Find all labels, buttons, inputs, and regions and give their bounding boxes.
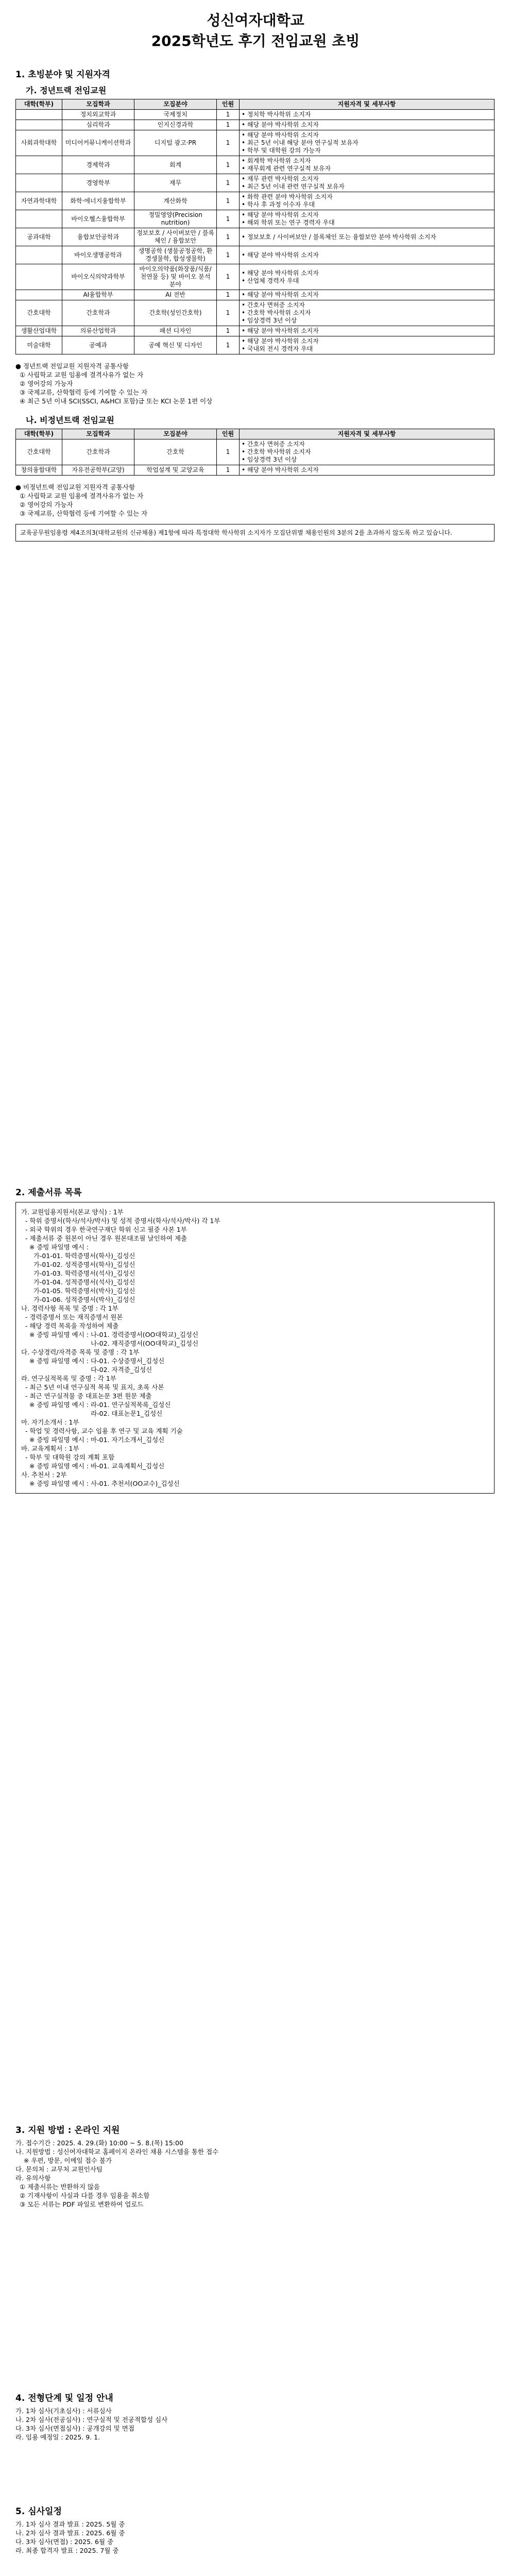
table-cell-dept: 바이오헬스융합학부 bbox=[62, 210, 134, 228]
table-cell-n: 1 bbox=[217, 336, 240, 354]
table-cell-field: 재무 bbox=[134, 174, 217, 192]
list-item: ① 사립학교 교원 임용에 결격사유가 없는 자 bbox=[15, 371, 144, 379]
list-item: ③ 국제교류, 산학협력 등에 기여할 수 있는 자 bbox=[15, 388, 148, 396]
list-item: 사. 추천서 : 2부 bbox=[21, 1471, 67, 1479]
table-cell-dept: 공예과 bbox=[62, 336, 134, 354]
table-header-cell: 모집학과 bbox=[62, 99, 134, 110]
table-cell-field: 생명공학 (생물공정공학, 환경생물학, 합성생물학) bbox=[134, 246, 217, 264]
table-header-cell: 지원자격 및 세부사항 bbox=[240, 429, 495, 439]
list-item: 가-01-04. 성적증명서(석사)_김성신 bbox=[21, 1278, 135, 1286]
list-item: 가-01-06. 성적증명서(박사)_김성신 bbox=[21, 1296, 135, 1303]
table-cell-n: 1 bbox=[217, 156, 240, 174]
schedule-list bbox=[15, 2520, 495, 2555]
table-cell-field: 국제정치 bbox=[134, 110, 217, 120]
list-item: 나. 경력사항 목록 및 증명 : 각 1부 bbox=[21, 1304, 118, 1312]
table-cell-college: 생활산업대학 bbox=[16, 326, 62, 336]
list-item: 마. 자기소개서 : 1부 bbox=[21, 1418, 79, 1426]
table-cell-n: 1 bbox=[217, 228, 240, 246]
list-item: - 해당 경력 목록을 작성하여 제출 bbox=[21, 1322, 119, 1330]
table-row bbox=[16, 246, 495, 264]
table-cell-college: 공과대학 bbox=[16, 228, 62, 246]
table-cell-n: 1 bbox=[217, 110, 240, 120]
list-item: ● 비정년트랙 전임교원 지원자격 공통사항 bbox=[15, 483, 135, 491]
list-item: 다. 문의처 : 교무처 교원인사팀 bbox=[15, 2165, 103, 2173]
page-title: 성신여자대학교 bbox=[207, 12, 304, 29]
table-cell-n: 1 bbox=[217, 439, 240, 465]
table-cell-n: 1 bbox=[217, 326, 240, 336]
list-item: ① 사립학교 교원 임용에 결격사유가 없는 자 bbox=[15, 492, 144, 500]
list-item: ③ 국제교류, 산학협력 등에 기여할 수 있는 자 bbox=[15, 510, 148, 517]
table-header-cell: 모집분야 bbox=[134, 99, 217, 110]
table-row bbox=[16, 228, 495, 246]
list-item: - 경력증명서 또는 재직증명서 원본 bbox=[21, 1313, 123, 1321]
table-cell-req: • 정치학 박사학위 소지자 bbox=[240, 110, 495, 120]
list-item: ※ 증빙 파일명 예시 : 사-01. 추천서(OO교수)_김성신 bbox=[21, 1480, 180, 1487]
section-1a-heading: 가. 정년트랙 전임교원 bbox=[26, 86, 107, 95]
list-item: 라. 임용 예정일 : 2025. 9. 1. bbox=[15, 2433, 100, 2441]
section-3-heading: 3. 지원 방법 : 온라인 지원 bbox=[15, 2125, 120, 2136]
table-cell-req: • 해당 분야 박사학위 소지자 • 최근 5년 이내 해당 분야 연구실적 보유자 • 학부 및 대학원 강의 가능자 bbox=[240, 130, 495, 156]
application-method-list bbox=[15, 2139, 495, 2209]
table-cell-college: 창의융합대학 bbox=[16, 465, 62, 476]
table-cell-n: 1 bbox=[217, 300, 240, 326]
section-1 bbox=[15, 67, 495, 541]
table-cell-n: 1 bbox=[217, 130, 240, 156]
table-cell-req: • 화학 관련 분야 박사학위 소지자 • 학사 후 과정 이수자 우대 bbox=[240, 192, 495, 210]
table-row bbox=[16, 174, 495, 192]
table-cell-req: • 해당 분야 박사학위 소지자 bbox=[240, 246, 495, 264]
section-2-heading: 2. 제출서류 목록 bbox=[15, 1188, 82, 1198]
list-item: - 학업 및 경력사항, 교수 임용 후 연구 및 교육 계획 기술 bbox=[21, 1427, 183, 1435]
tenure-track-table bbox=[15, 99, 495, 354]
list-item: ② 기재사항이 사실과 다를 경우 임용을 취소함 bbox=[15, 2192, 150, 2199]
list-item: 가-01-03. 학력증명서(석사)_김성신 bbox=[21, 1269, 135, 1277]
table-header-cell: 인원 bbox=[217, 429, 240, 439]
table-cell-college bbox=[16, 110, 62, 120]
list-item: 나. 2차 심사 결과 발표 : 2025. 6월 중 bbox=[15, 2529, 125, 2537]
table-cell-req: • 해당 분야 박사학위 소지자 • 국내외 전시 경력자 우대 bbox=[240, 336, 495, 354]
table-cell-dept: 미디어커뮤니케이션학과 bbox=[62, 130, 134, 156]
list-item: - 제출서류 중 원본이 아닌 경우 원본대조필 날인하여 제출 bbox=[21, 1234, 187, 1242]
table-cell-field: 인지신경과학 bbox=[134, 120, 217, 130]
list-item: ※ 증빙 파일명 예시 : bbox=[21, 1243, 89, 1251]
table-cell-req: • 해당 분야 박사학위 소지자 bbox=[240, 120, 495, 130]
list-item: 가-01-05. 학력증명서(박사)_김성신 bbox=[21, 1287, 135, 1295]
list-item: ② 영어강의 가능자 bbox=[15, 380, 73, 387]
table-cell-req: • 간호사 면허증 소지자 • 간호학 박사학위 소지자 • 임상경력 3년 이상 bbox=[240, 300, 495, 326]
table-cell-college bbox=[16, 210, 62, 228]
non-tenure-track-notes bbox=[15, 483, 495, 518]
list-item: - 최근 연구실적물 중 대표논문 3편 원문 제출 bbox=[21, 1392, 152, 1400]
table-cell-field: 패션 디자인 bbox=[134, 326, 217, 336]
table-row bbox=[16, 192, 495, 210]
table-cell-dept: 화학·에너지융합학부 bbox=[62, 192, 134, 210]
table-cell-college bbox=[16, 264, 62, 290]
table-row bbox=[16, 264, 495, 290]
table-cell-field: 디지털 광고·PR bbox=[134, 130, 217, 156]
table-header-cell: 대학(학부) bbox=[16, 99, 62, 110]
table-cell-field: 회계 bbox=[134, 156, 217, 174]
list-item: - 학위 증명서(학사/석사/박사) 및 성적 증명서(학사/석사/박사) 각 1부 bbox=[21, 1217, 220, 1225]
list-item: ④ 최근 5년 이내 SCI(SSCI, A&HCI 포함)급 또는 KCI 논문 1편 이상 bbox=[15, 397, 213, 405]
screening-steps-list bbox=[15, 2406, 495, 2442]
list-item: 나. 지원방법 : 성신여자대학교 홈페이지 온라인 채용 시스템을 통한 접수 bbox=[15, 2148, 219, 2156]
table-cell-dept: 의류산업학과 bbox=[62, 326, 134, 336]
list-item: ※ 증빙 파일명 예시 : 나-01. 경력증명서(OO대학교)_김성신 bbox=[21, 1331, 198, 1338]
table-cell-dept: 정치외교학과 bbox=[62, 110, 134, 120]
table-cell-n: 1 bbox=[217, 290, 240, 300]
table-cell-req: • 해당 분야 박사학위 소지자 • 해외 학위 또는 연구 경력자 우대 bbox=[240, 210, 495, 228]
table-cell-dept: 바이오식의약과학부 bbox=[62, 264, 134, 290]
list-item: ① 제출서류는 반환하지 않음 bbox=[15, 2183, 100, 2191]
table-cell-college bbox=[16, 290, 62, 300]
table-cell-college: 간호대학 bbox=[16, 300, 62, 326]
list-item: ※ 증빙 파일명 예시 : 바-01. 교육계획서_김성신 bbox=[21, 1462, 165, 1470]
table-cell-n: 1 bbox=[217, 120, 240, 130]
list-item: 가. 1차 심사 결과 발표 : 2025. 5월 중 bbox=[15, 2520, 125, 2528]
list-item: ③ 모든 서류는 PDF 파일로 변환하여 업로드 bbox=[15, 2200, 144, 2208]
table-cell-dept: 간호학과 bbox=[62, 439, 134, 465]
section-3 bbox=[15, 2123, 495, 2209]
table-row bbox=[16, 110, 495, 120]
table-cell-req: • 재무 관련 박사학위 소지자 • 최근 5년 이내 관련 연구실적 보유자 bbox=[240, 174, 495, 192]
table-cell-college: 자연과학대학 bbox=[16, 192, 62, 210]
table-cell-college bbox=[16, 246, 62, 264]
table-cell-college bbox=[16, 156, 62, 174]
list-item: 가. 접수기간 : 2025. 4. 29.(화) 10:00 ~ 5. 8.(목) 15:00 bbox=[15, 2139, 183, 2147]
table-cell-field: 간호학(성인간호학) bbox=[134, 300, 217, 326]
table-row bbox=[16, 210, 495, 228]
section-2 bbox=[15, 1185, 495, 1494]
table-cell-field: AI 전반 bbox=[134, 290, 217, 300]
table-cell-dept: 심리학과 bbox=[62, 120, 134, 130]
table-cell-field: 간호학 bbox=[134, 439, 217, 465]
list-item: 가. 교원임용지원서(본교 양식) : 1부 bbox=[21, 1208, 124, 1216]
table-cell-dept: 바이오생명공학과 bbox=[62, 246, 134, 264]
list-item: 다. 수상경력/자격증 목록 및 증명 : 각 1부 bbox=[21, 1348, 140, 1356]
table-cell-dept: 경제학과 bbox=[62, 156, 134, 174]
table-cell-n: 1 bbox=[217, 246, 240, 264]
table-cell-field: 계산화학 bbox=[134, 192, 217, 210]
table-cell-n: 1 bbox=[217, 264, 240, 290]
table-row bbox=[16, 439, 495, 465]
table-cell-college: 사회과학대학 bbox=[16, 130, 62, 156]
non-tenure-track-table bbox=[15, 429, 495, 476]
list-item: 라. 최종 합격자 발표 : 2025. 7월 중 bbox=[15, 2547, 119, 2554]
list-item: ※ 증빙 파일명 예시 : 마-01. 자기소개서_김성신 bbox=[21, 1436, 165, 1444]
table-cell-dept: 융합보안공학과 bbox=[62, 228, 134, 246]
list-item: 다. 3차 심사(면접심사) : 공개강의 및 면접 bbox=[15, 2425, 134, 2432]
table-cell-req: • 정보보호 / 사이버보안 / 블록체인 또는 융합보안 분야 박사학위 소지자 bbox=[240, 228, 495, 246]
section-5-heading: 5. 심사일정 bbox=[15, 2506, 62, 2517]
table-cell-field: 학업설계 및 교양교육 bbox=[134, 465, 217, 476]
list-item: 다. 3차 심사(면접) : 2025. 6월 중 bbox=[15, 2538, 114, 2546]
table-cell-dept: 간호학과 bbox=[62, 300, 134, 326]
section-1b-heading: 나. 비정년트랙 전임교원 bbox=[26, 415, 114, 425]
list-item: 다-02. 자격증_김성신 bbox=[21, 1366, 152, 1374]
section-4-heading: 4. 전형단계 및 일정 안내 bbox=[15, 2393, 113, 2403]
regulation-note-box: 교육공무원임용령 제4조의3(대학교원의 신규채용) 제1항에 따라 특정대학 학사학위 소지자가 모집단위별 채용인원의 3분의 2를 초과하지 않도록 하고 있습니다. bbox=[15, 524, 495, 541]
table-cell-req: • 간호사 면허증 소지자 • 간호학 박사학위 소지자 • 임상경력 3년 이상 bbox=[240, 439, 495, 465]
table-header-cell: 인원 bbox=[217, 99, 240, 110]
table-cell-req: • 회계학 박사학위 소지자 • 재무회계 관련 연구실적 보유자 bbox=[240, 156, 495, 174]
list-item: - 학부 및 대학원 강의 계획 포함 bbox=[21, 1453, 115, 1461]
table-row bbox=[16, 326, 495, 336]
table-row bbox=[16, 300, 495, 326]
list-item: 나-02. 재직증명서(OO대학교)_김성신 bbox=[21, 1340, 199, 1347]
tenure-track-notes bbox=[15, 362, 495, 405]
section-4 bbox=[15, 2391, 495, 2442]
list-item: 가. 1차 심사(기초심사) : 서류심사 bbox=[15, 2407, 112, 2415]
table-cell-college bbox=[16, 174, 62, 192]
table-cell-n: 1 bbox=[217, 192, 240, 210]
table-cell-n: 1 bbox=[217, 174, 240, 192]
list-item: ※ 우편, 방문, 이메일 접수 불가 bbox=[15, 2157, 112, 2164]
section-5 bbox=[15, 2504, 495, 2555]
table-cell-n: 1 bbox=[217, 465, 240, 476]
list-item: - 최근 5년 이내 연구실적 목록 및 표지, 초록 사본 bbox=[21, 1383, 164, 1391]
table-row bbox=[16, 120, 495, 130]
page-subtitle: 2025학년도 후기 전임교원 초빙 bbox=[151, 32, 360, 49]
list-item: 가-01-02. 성적증명서(학사)_김성신 bbox=[21, 1261, 135, 1268]
list-item: 라. 연구실적목록 및 증명 : 각 1부 bbox=[21, 1375, 116, 1382]
table-cell-dept: AI융합학부 bbox=[62, 290, 134, 300]
table-cell-req: • 해당 분야 박사학위 소지자 • 산업체 경력자 우대 bbox=[240, 264, 495, 290]
table-cell-dept: 자유전공학부(교양) bbox=[62, 465, 134, 476]
table-cell-req: • 해당 분야 박사학위 소지자 bbox=[240, 465, 495, 476]
document-header bbox=[0, 10, 511, 52]
list-item: 나. 2차 심사(전공심사) : 연구실적 및 전공적합성 심사 bbox=[15, 2416, 168, 2424]
table-header-cell: 지원자격 및 세부사항 bbox=[240, 99, 495, 110]
list-item: 라. 유의사항 bbox=[15, 2174, 51, 2182]
documents-list bbox=[15, 1202, 495, 1494]
table-header-cell: 대학(학부) bbox=[16, 429, 62, 439]
section-1-heading: 1. 초빙분야 및 지원자격 bbox=[15, 70, 110, 80]
table-cell-college: 미술대학 bbox=[16, 336, 62, 354]
table-cell-req: • 해당 분야 박사학위 소지자 bbox=[240, 290, 495, 300]
table-row bbox=[16, 465, 495, 476]
list-item: ※ 증빙 파일명 예시 : 라-01. 연구실적목록_김성신 bbox=[21, 1401, 171, 1409]
table-cell-dept: 경영학부 bbox=[62, 174, 134, 192]
table-row bbox=[16, 130, 495, 156]
table-header-cell: 모집분야 bbox=[134, 429, 217, 439]
table-cell-field: 정보보호 / 사이버보안 / 블록체인 / 융합보안 bbox=[134, 228, 217, 246]
table-row bbox=[16, 336, 495, 354]
table-cell-field: 바이오의약품(화장품/식품/천연물 등) 및 바이오 분석 분야 bbox=[134, 264, 217, 290]
table-row bbox=[16, 156, 495, 174]
table-cell-req: • 해당 분야 박사학위 소지자 bbox=[240, 326, 495, 336]
table-row bbox=[16, 290, 495, 300]
table-cell-field: 정밀영양(Precision nutrition) bbox=[134, 210, 217, 228]
list-item: 가-01-01. 학력증명서(학사)_김성신 bbox=[21, 1252, 135, 1260]
table-header-cell: 모집학과 bbox=[62, 429, 134, 439]
list-item: ② 영어강의 가능자 bbox=[15, 501, 73, 509]
table-cell-field: 공예 혁신 및 디자인 bbox=[134, 336, 217, 354]
list-item: 라-02. 대표논문1_김성신 bbox=[21, 1410, 163, 1417]
table-cell-n: 1 bbox=[217, 210, 240, 228]
list-item: ● 정년트랙 전임교원 지원자격 공통사항 bbox=[15, 362, 129, 370]
list-item: ※ 증빙 파일명 예시 : 다-01. 수상증명서_김성신 bbox=[21, 1357, 165, 1365]
list-item: - 외국 학위의 경우 한국연구재단 학위 신고 필증 사본 1부 bbox=[21, 1226, 187, 1233]
table-cell-college: 간호대학 bbox=[16, 439, 62, 465]
list-item: 바. 교육계획서 : 1부 bbox=[21, 1445, 79, 1452]
table-cell-college bbox=[16, 120, 62, 130]
